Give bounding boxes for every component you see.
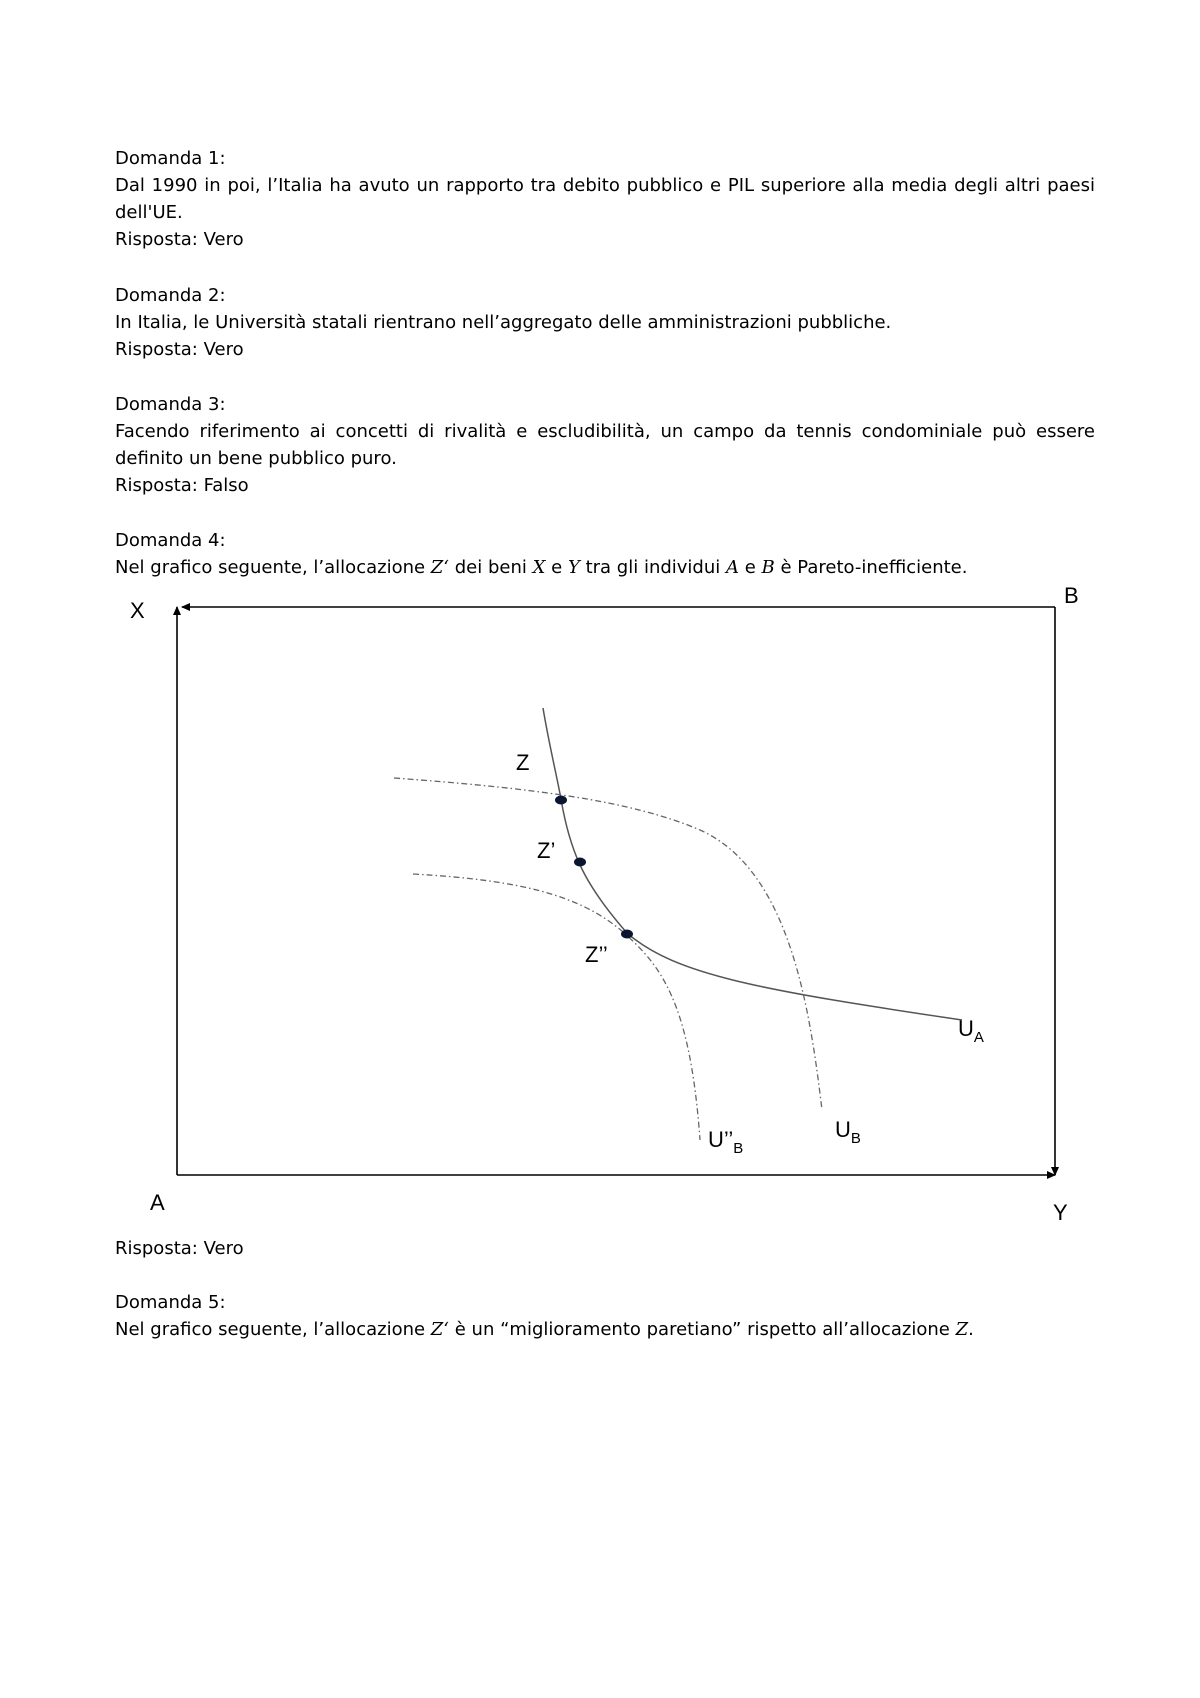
question-4 <box>115 527 1095 581</box>
question-1 <box>115 145 1095 253</box>
question-1-heading: Domanda 1: <box>115 148 226 169</box>
question-3 <box>115 391 1095 499</box>
edgeworth-box-diagram <box>110 580 1100 1240</box>
x-axis-label: X <box>130 598 145 623</box>
question-1-text: Dal 1990 in poi, l’Italia ha avuto un rapporto tra debito pubblico e PIL superiore alla media degli altri paesi dell'UE. <box>115 175 1095 223</box>
question-5-text: Nel grafico seguente, l’allocazione Z‘ è un “miglioramento paretiano” rispetto all’allocazione Z. <box>115 1319 974 1340</box>
question-4-answer-block <box>115 1235 1095 1262</box>
question-2-heading: Domanda 2: <box>115 285 226 306</box>
curve-ub-label: $U_B$ <box>835 1117 861 1147</box>
question-2-text: In Italia, le Università statali rientrano nell’aggregato delle amministrazioni pubbliche. <box>115 312 892 333</box>
point-z-label: Z <box>516 750 530 775</box>
point-z <box>555 796 567 805</box>
indifference-curve-ub <box>394 778 822 1110</box>
indifference-curve-ua <box>543 708 962 1020</box>
question-2 <box>115 282 1095 363</box>
point-z-double-prime <box>621 930 633 939</box>
y-axis-label: Y <box>1053 1200 1068 1225</box>
point-z-double-prime-label: Z’’ <box>585 942 608 967</box>
question-1-answer: Risposta: Vero <box>115 229 244 250</box>
point-z-prime-label: Z’ <box>537 838 556 863</box>
question-3-answer: Risposta: Falso <box>115 475 249 496</box>
question-2-answer: Risposta: Vero <box>115 339 244 360</box>
question-5 <box>115 1289 1095 1343</box>
indifference-curve-ub2 <box>413 874 700 1140</box>
question-4-heading: Domanda 4: <box>115 530 226 551</box>
corner-b-label: B <box>1064 583 1079 608</box>
origin-a-label: A <box>150 1190 165 1215</box>
question-4-answer: Risposta: Vero <box>115 1238 244 1259</box>
curve-ua-label: $U_A$ <box>958 1016 984 1046</box>
point-z-prime <box>574 858 586 867</box>
question-4-text: Nel grafico seguente, l’allocazione Z‘ dei beni X e Y tra gli individui A e B è Pareto-inefficiente. <box>115 557 968 578</box>
curve-ub2-label: $U’’_B$ <box>708 1127 744 1157</box>
question-3-text: Facendo riferimento ai concetti di rivalità e escludibilità, un campo da tennis condominiale può essere definito un bene pubblico puro. <box>115 421 1095 469</box>
question-3-heading: Domanda 3: <box>115 394 226 415</box>
question-5-heading: Domanda 5: <box>115 1292 226 1313</box>
